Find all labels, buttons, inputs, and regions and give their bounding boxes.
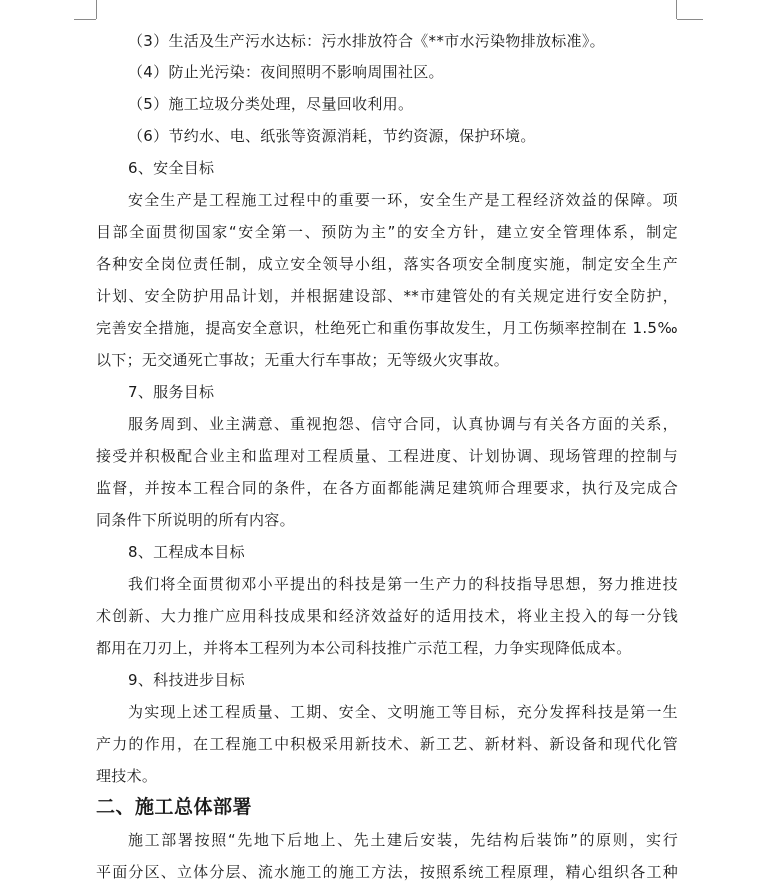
paragraph-line: 施工部署按照“先地下后地上、先土建后安装，先结构后装饰”的原则，实行: [128, 831, 678, 849]
paragraph-line: 术创新、大力推广应用科技成果和经济效益好的适用技术，将业主投入的每一分钱: [96, 607, 678, 625]
paragraph-line: 服务周到、业主满意、重视抱怨、信守合同，认真协调与有关各方面的关系，: [128, 415, 678, 433]
paragraph-line: 接受并积极配合业主和监理对工程质量、工程进度、计划协调、现场管理的控制与: [96, 447, 678, 465]
paragraph-line: 平面分区、立体分层、流水施工的施工方法，按照系统工程原理，精心组织各工种: [96, 863, 678, 881]
paragraph-line: 理技术。: [96, 767, 158, 785]
paragraph-line: 各种安全岗位责任制，成立安全领导小组，落实各项安全制度实施，制定安全生产: [96, 255, 678, 273]
crop-mark-right-horizontal: [677, 19, 703, 20]
crop-mark-left: [96, 0, 97, 19]
paragraph-line: 我们将全面贯彻邓小平提出的科技是第一生产力的科技指导思想，努力推进技: [128, 575, 678, 593]
paragraph-line: （6）节约水、电、纸张等资源消耗，节约资源，保护环境。: [128, 127, 536, 145]
paragraph-line: 计划、安全防护用品计划，并根据建设部、**市建管处的有关规定进行安全防护，: [96, 287, 678, 305]
section-heading: 9、科技进步目标: [128, 671, 245, 689]
paragraph-line: 为实现上述工程质量、工期、安全、文明施工等目标，充分发挥科技是第一生: [128, 703, 678, 721]
crop-mark-right: [676, 0, 677, 19]
paragraph-line: 安全生产是工程施工过程中的重要一环，安全生产是工程经济效益的保障。项: [128, 191, 678, 209]
section-heading: 8、工程成本目标: [128, 543, 245, 561]
paragraph-line: （4）防止光污染：夜间照明不影响周围社区。: [128, 63, 444, 81]
paragraph-line: 都用在刀刃上，并将本工程列为本公司科技推广示范工程，力争实现降低成本。: [96, 639, 632, 657]
crop-mark-left-horizontal: [74, 19, 96, 20]
chapter-heading: 二、施工总体部署: [96, 796, 253, 818]
section-heading: 7、服务目标: [128, 383, 215, 401]
paragraph-line: （3）生活及生产污水达标：污水排放符合《**市水污染物排放标准》。: [128, 32, 605, 50]
paragraph-line: 产力的作用，在工程施工中积极采用新技术、新工艺、新材料、新设备和现代化管: [96, 735, 678, 753]
paragraph-line: 目部全面贯彻国家“安全第一、预防为主”的安全方针，建立安全管理体系，制定: [96, 223, 678, 241]
paragraph-line: 完善安全措施，提高安全意识，杜绝死亡和重伤事故发生，月工伤频率控制在 1.5‰: [96, 319, 678, 337]
section-heading: 6、安全目标: [128, 159, 215, 177]
paragraph-line: 同条件下所说明的所有内容。: [96, 511, 295, 529]
paragraph-line: 监督，并按本工程合同的条件，在各方面都能满足建筑师合理要求，执行及完成合: [96, 479, 678, 497]
paragraph-line: （5）施工垃圾分类处理，尽量回收利用。: [128, 95, 414, 113]
paragraph-line: 以下；无交通死亡事故；无重大行车事故；无等级火灾事故。: [96, 351, 510, 369]
